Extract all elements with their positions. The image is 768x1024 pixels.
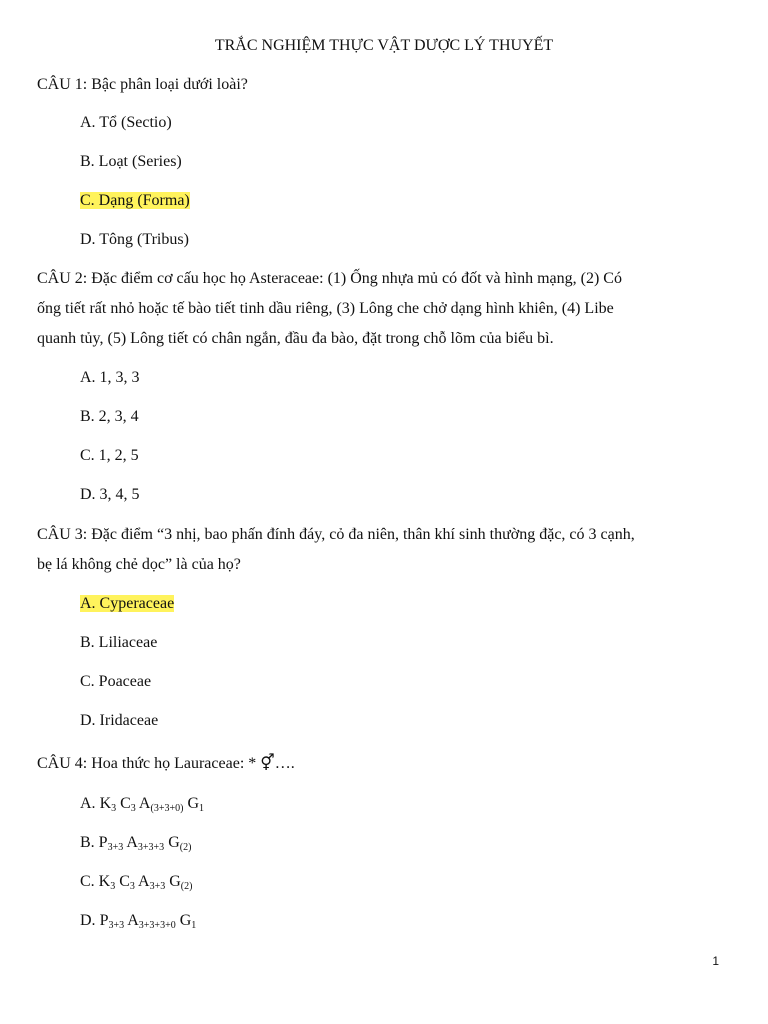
page-number: 1 <box>712 954 719 968</box>
highlighted-answer: A. Cyperaceae <box>80 595 175 612</box>
question-2-option-a: A. 1, 3, 3 <box>80 369 140 386</box>
question-3-text-line-1: CÂU 3: Đặc điểm “3 nhị, bao phấn đính đáy, cỏ đa niên, thân khí sinh thường đặc, có 3 cạnh, <box>37 526 635 543</box>
question-1-text: CÂU 1: Bậc phân loại dưới loài? <box>37 76 248 93</box>
question-3-option-c: C. Poaceae <box>80 673 152 690</box>
question-3-option-b: B. Liliaceae <box>80 634 158 651</box>
question-2-text-line-3: quanh tủy, (5) Lông tiết có chân ngắn, đầu đa bào, đặt trong chỗ lõm của biểu bì. <box>37 330 554 347</box>
question-3-text-line-2: bẹ lá không chẻ dọc” là của họ? <box>37 556 241 573</box>
question-3-option-d: D. Iridaceae <box>80 712 159 729</box>
question-4-option-a: A. $K_3$ $C_3$ $A_{(3+3+0)}$ $G_1$ <box>80 795 204 814</box>
question-3-option-a <box>80 594 174 614</box>
question-1-option-c <box>80 191 190 211</box>
question-4-option-d: D. $P_{3+3}$ $A_{3+3+3+0}$ $G_1$ <box>80 912 197 931</box>
question-1-option-d: D. Tông (Tribus) <box>80 231 189 248</box>
document-title: TRẮC NGHIỆM THỰC VẬT DƯỢC LÝ THUYẾT <box>214 37 554 54</box>
question-1-option-a: A. Tổ (Sectio) <box>80 114 172 131</box>
question-4-option-c: C. $K_3$ $C_3$ $A_{3+3}$ $G_{(2)}$ <box>80 873 193 892</box>
question-4-text: CÂU 4: Hoa thức họ Lauraceae: * ⚥…. <box>37 755 295 772</box>
question-2-option-c: C. 1, 2, 5 <box>80 447 139 464</box>
question-2-text-line-1: CÂU 2: Đặc điểm cơ cấu học họ Asteraceae: (1) Ống nhựa mủ có đốt và hình mạng, (2) Có <box>37 270 622 287</box>
question-2-option-d: D. 3, 4, 5 <box>80 486 140 503</box>
question-1-option-b: B. Loạt (Series) <box>80 153 182 170</box>
highlighted-answer: C. Dạng (Forma) <box>80 192 190 209</box>
question-2-text-line-2: ống tiết rất nhỏ hoặc tế bào tiết tinh dầu riêng, (3) Lông che chở dạng hình khiên, (4) Libe <box>37 300 614 317</box>
question-2-option-b: B. 2, 3, 4 <box>80 408 139 425</box>
question-4-option-b: B. $P_{3+3}$ $A_{3+3+3}$ $G_{(2)}$ <box>80 834 192 853</box>
